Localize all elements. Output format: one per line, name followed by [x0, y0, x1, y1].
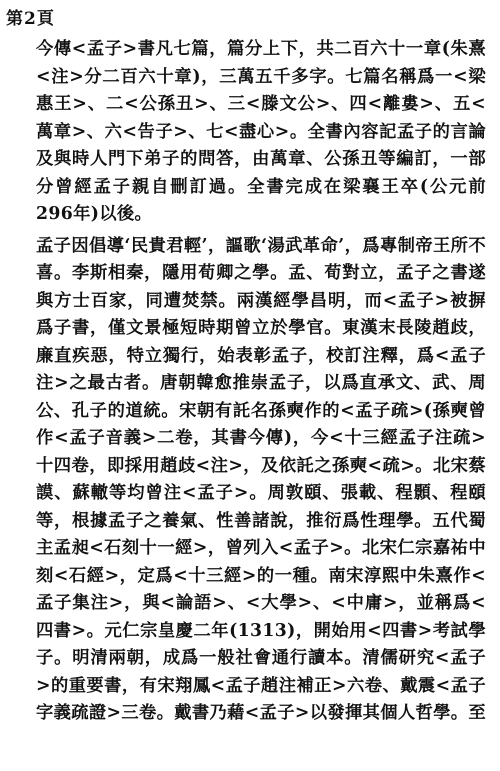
page-number: 第2頁 — [6, 9, 55, 29]
body-text — [36, 36, 486, 728]
paragraph-2: 孟子因倡導‘民貴君輕’，謳歌‘湯武革命’，爲專制帝王所不喜。李斯相秦，隱用荀卿之學。孟、荀對立，孟子之書遂與方士百家，同遭焚禁。兩漢經學昌明，而<孟子>被摒爲子書，僅文景極短時期曾立於學官。東漢末長陵趙歧，廉直疾惡，特立獨行，始表彰孟子，校訂注釋，爲<孟子注>之最古者。唐朝韓愈推崇孟子，以爲直承文、武、周公、孔子的道統。宋朝有託名孫奭作的<孟子疏>(孫奭曾作<孟子音義>二卷，其書今傳)，今<十三經孟子注疏>十四卷，即採用趙歧<注>，及依託之孫奭<疏>。北宋蔡謨、蘇轍等均曾注<孟子>。周敦頤、張載、程顥、程頤等，根據孟子之養氣、性善諸說，推衍爲性理學。五代蜀主孟昶<石刻十一經>，曾列入<孟子>。北宋仁宗嘉祐中刻<石經>，定爲<十三經>的一種。南宋淳熙中朱熹作<孟子集注>，與<論語>、<大學>、<中庸>，並稱爲<四書>。元仁宗皇慶二年(1313)，開始用<四書>考試學子。明清兩朝，成爲一般社會通行讀本。清儒研究<孟子>的重要書，有宋翔鳳<孟子趙注補正>六卷、戴震<孟子字義疏證>三卷。戴書乃藉<孟子>以發揮其個人哲學。至 — [36, 235, 487, 723]
paragraph-1: 今傳<孟子>書凡七篇，篇分上下，共二百六十一章(朱熹<注>分二百六十章)，三萬五千多字。七篇名稱爲一<梁惠王>、二<公孫丑>、三<滕文公>、四<離婁>、五<萬章>、六<告子>、七<盡心>。全書內容記孟子的言論及與時人門下弟子的問答，由萬章、公孫丑等編訂，一部分曾經孟子親自刪訂過。全書完成在梁襄王卒(公元前296年)以後。 — [36, 39, 486, 224]
